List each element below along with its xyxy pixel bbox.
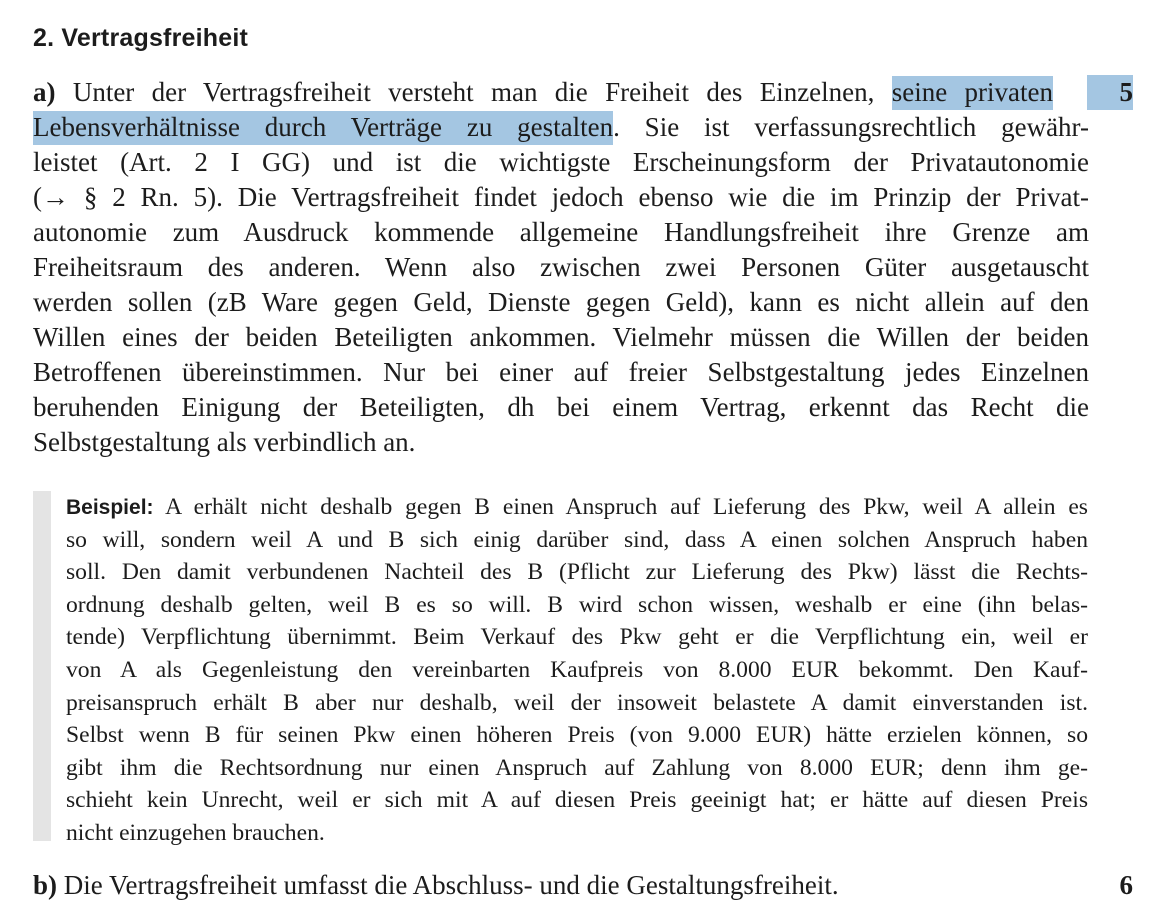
example-line: preisanspruch erhält B aber nur deshalb, weil der insoweit belastete A damit einverstanden ist. [66,689,1088,716]
margin-number-5: 5 [1087,75,1133,110]
example-line [66,491,1088,524]
paragraph-a-line: Willen eines der beiden Beteiligten ankommen. Vielmehr müssen die Willen der beiden [33,322,1089,352]
example-line: schieht kein Unrecht, weil er sich mit A auf diesen Preis geeinigt hat; er hätte auf diesen Preis [66,787,1088,814]
example-label: Beispiel: [66,496,154,519]
example-line: gibt ihm die Rechtsordnung nur einen Anspruch auf Zahlung von 8.000 EUR; denn ihm ge- [66,754,1088,781]
example-line: Selbst wenn B für seinen Pkw einen höheren Preis (von 9.000 EUR) hätte erzielen können, so [66,722,1088,749]
example-line-text: A erhält nicht deshalb gegen B einen Anspruch auf Lieferung des Pkw, weil A allein es [153,494,1088,520]
example-line: soll. Den damit verbundenen Nachteil des B (Pflicht zur Lieferung des Pkw) lässt die Rechts- [66,559,1088,586]
example-box [33,491,1093,845]
paragraph-a-text: . Sie ist verfassungsrechtlich gewähr- [613,112,1089,142]
example-line: von A als Gegenleistung den vereinbarten Kaufpreis von 8.000 EUR bekommt. Den Kauf- [66,656,1088,683]
paragraph-a-line: (→ § 2 Rn. 5). Die Vertragsfreiheit findet jedoch ebenso wie die im Prinzip der Privat- [33,182,1089,212]
paragraph-b-text: Die Vertragsfreiheit umfasst die Abschluss- und die Gestaltungsfreiheit. [57,870,839,900]
paragraph-a-line [33,110,1089,145]
example-text [66,491,1088,850]
margin-number-6: 6 [1119,870,1133,900]
highlighted-text[interactable]: seine privaten [892,76,1053,110]
example-line: ordnung deshalb gelten, weil B es so will. B wird schon wissen, weshalb er eine (ihn belas- [66,591,1088,618]
paragraph-b-line [33,868,1089,903]
highlighted-text[interactable]: Lebensverhältnisse durch Verträge zu gestalten [33,111,613,145]
section-heading: 2. Vertragsfreiheit [33,24,249,52]
paragraph-marker-b: b) [33,870,58,900]
example-line: so will, sondern weil A und B sich einig darüber sind, dass A einen solchen Anspruch haben [66,526,1088,553]
paragraph-a-line [33,75,1053,110]
example-line: nicht einzugehen brauchen. [66,819,325,846]
example-side-bar [33,491,51,841]
paragraph-a-line: Betroffenen übereinstimmen. Nur bei einer auf freier Selbstgestaltung jedes Einzelnen [33,357,1089,387]
paragraph-a [33,75,1089,460]
paragraph-a-line: Freiheitsraum des anderen. Wenn also zwischen zwei Personen Güter ausgetauscht [33,252,1089,282]
paragraph-a-text: Unter der Vertragsfreiheit versteht man die Freiheit des Einzelnen, [55,77,892,107]
paragraph-a-line: leistet (Art. 2 I GG) und ist die wichtigste Erscheinungsform der Privatautonomie [33,147,1089,177]
paragraph-a-line: Selbstgestaltung als verbindlich an. [33,427,416,457]
paragraph-b [33,868,1089,903]
paragraph-marker-a: a) [33,77,56,107]
paragraph-a-line: werden sollen (zB Ware gegen Geld, Dienste gegen Geld), kann es nicht allein auf den [33,287,1089,317]
paragraph-a-line: autonomie zum Ausdruck kommende allgemeine Handlungsfreiheit ihre Grenze am [33,217,1089,247]
paragraph-a-line: beruhenden Einigung der Beteiligten, dh bei einem Vertrag, erkennt das Recht die [33,392,1089,422]
example-line: tende) Verpflichtung übernimmt. Beim Verkauf des Pkw geht er die Verpflichtung ein, weil er [66,624,1088,651]
